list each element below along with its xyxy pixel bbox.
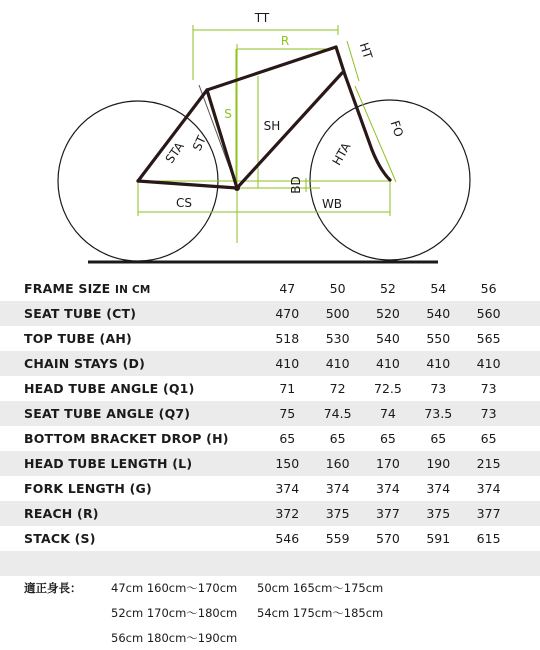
row-pad [514, 301, 540, 326]
bike-geometry-diagram [0, 0, 540, 270]
row-value: 74.5 [312, 401, 362, 426]
row-value: 170 [363, 451, 413, 476]
label-hta: HTA [329, 140, 354, 168]
size-header: 56 [480, 281, 497, 296]
header-label: FRAME SIZE IN CM [24, 281, 151, 296]
row-label: STACK (S) [24, 531, 96, 546]
row-pad [514, 501, 540, 526]
row-value: 73 [480, 381, 497, 396]
row-value: 518 [275, 331, 300, 346]
label-bd: BD [289, 176, 303, 194]
table-row [0, 326, 540, 351]
row-value: 377 [363, 501, 413, 526]
row-value: 520 [363, 301, 413, 326]
row-value: 65 [480, 431, 497, 446]
fit-height-label: 適正身長： [24, 581, 82, 595]
row-value: 559 [325, 531, 350, 546]
fit-item: 47cm 160cm〜170cm [111, 581, 238, 595]
label-sh: SH [263, 119, 281, 133]
table-row [0, 526, 540, 551]
row-value: 73 [463, 401, 513, 426]
row-pad [514, 426, 540, 451]
row-value: 375 [312, 501, 362, 526]
row-label: FORK LENGTH (G) [24, 481, 152, 496]
row-value: 65 [279, 431, 296, 446]
bottom-bracket [234, 185, 240, 191]
row-pad [514, 401, 540, 426]
row-label: BOTTOM BRACKET DROP (H) [24, 431, 229, 446]
row-value: 190 [413, 451, 463, 476]
label-fo: FO [387, 118, 406, 139]
fit-line [111, 580, 403, 596]
fit-line [111, 605, 403, 621]
row-pad [514, 376, 540, 401]
row-pad [514, 326, 540, 351]
row-value: 560 [463, 301, 513, 326]
row-label: SEAT TUBE ANGLE (Q7) [0, 401, 262, 426]
row-pad [514, 526, 540, 551]
row-pad [514, 451, 540, 476]
label-r: R [280, 34, 290, 48]
row-value: 500 [312, 301, 362, 326]
row-value: 72.5 [374, 381, 402, 396]
fit-item: 56cm 180cm〜190cm [111, 631, 238, 645]
row-value: 150 [262, 451, 312, 476]
row-value: 546 [275, 531, 300, 546]
row-value: 570 [376, 531, 400, 546]
spacer-cell [0, 551, 540, 576]
table-row [0, 451, 540, 476]
size-header: 54 [430, 281, 447, 296]
row-value: 410 [463, 351, 513, 376]
row-value: 75 [262, 401, 312, 426]
row-label: HEAD TUBE LENGTH (L) [0, 451, 262, 476]
row-value: 565 [476, 331, 501, 346]
row-value: 410 [262, 351, 312, 376]
table-row [0, 426, 540, 451]
size-header: 52 [379, 281, 396, 296]
size-header: 47 [279, 281, 296, 296]
row-value: 65 [379, 431, 396, 446]
row-value: 374 [476, 481, 501, 496]
fit-item: 52cm 170cm〜180cm [111, 606, 238, 620]
label-sta: STA [162, 139, 187, 166]
row-value: 540 [376, 331, 400, 346]
row-value: 410 [363, 351, 413, 376]
label-ht: HT [356, 40, 375, 61]
geometry-table [0, 276, 540, 576]
row-label: REACH (R) [0, 501, 262, 526]
fit-item: 50cm 165cm〜175cm [257, 581, 384, 595]
row-value: 374 [376, 481, 400, 496]
table-row [0, 401, 540, 426]
table-spacer-row [0, 551, 540, 576]
header-unit: IN CM [115, 284, 151, 296]
row-pad [514, 476, 540, 501]
row-value: 375 [413, 501, 463, 526]
fit-item: 54cm 175cm〜185cm [257, 606, 384, 620]
row-value: 374 [325, 481, 350, 496]
row-label: HEAD TUBE ANGLE (Q1) [24, 381, 195, 396]
row-label: SEAT TUBE (CT) [0, 301, 262, 326]
row-value: 73 [430, 381, 447, 396]
label-s: S [224, 107, 232, 121]
bike-frame [138, 47, 390, 188]
row-label: CHAIN STAYS (D) [0, 351, 262, 376]
row-value: 591 [426, 531, 451, 546]
table-row [0, 351, 540, 376]
row-value: 530 [325, 331, 350, 346]
label-tt: TT [254, 11, 270, 25]
row-value: 410 [413, 351, 463, 376]
fit-line [111, 630, 257, 646]
row-pad [514, 276, 540, 301]
size-header: 50 [329, 281, 346, 296]
row-value: 71 [279, 381, 296, 396]
table-row [0, 376, 540, 401]
row-value: 160 [312, 451, 362, 476]
row-value: 615 [476, 531, 501, 546]
table-row [0, 301, 540, 326]
table-row [0, 476, 540, 501]
row-value: 550 [426, 331, 451, 346]
table-row [0, 501, 540, 526]
row-label: TOP TUBE (AH) [24, 331, 132, 346]
label-st: ST [189, 133, 209, 154]
row-value: 73.5 [413, 401, 463, 426]
row-value: 470 [262, 301, 312, 326]
row-value: 72 [329, 381, 346, 396]
geometry-dimension-lines [138, 25, 396, 243]
row-value: 372 [262, 501, 312, 526]
row-value: 74 [363, 401, 413, 426]
label-cs: CS [176, 196, 192, 210]
row-value: 377 [463, 501, 513, 526]
label-wb: WB [321, 197, 343, 211]
row-value: 374 [275, 481, 300, 496]
row-value: 65 [430, 431, 447, 446]
row-pad [514, 351, 540, 376]
row-value: 540 [413, 301, 463, 326]
table-header-row [0, 276, 540, 301]
row-value: 65 [329, 431, 346, 446]
row-value: 215 [463, 451, 513, 476]
row-value: 410 [312, 351, 362, 376]
row-value: 374 [426, 481, 451, 496]
